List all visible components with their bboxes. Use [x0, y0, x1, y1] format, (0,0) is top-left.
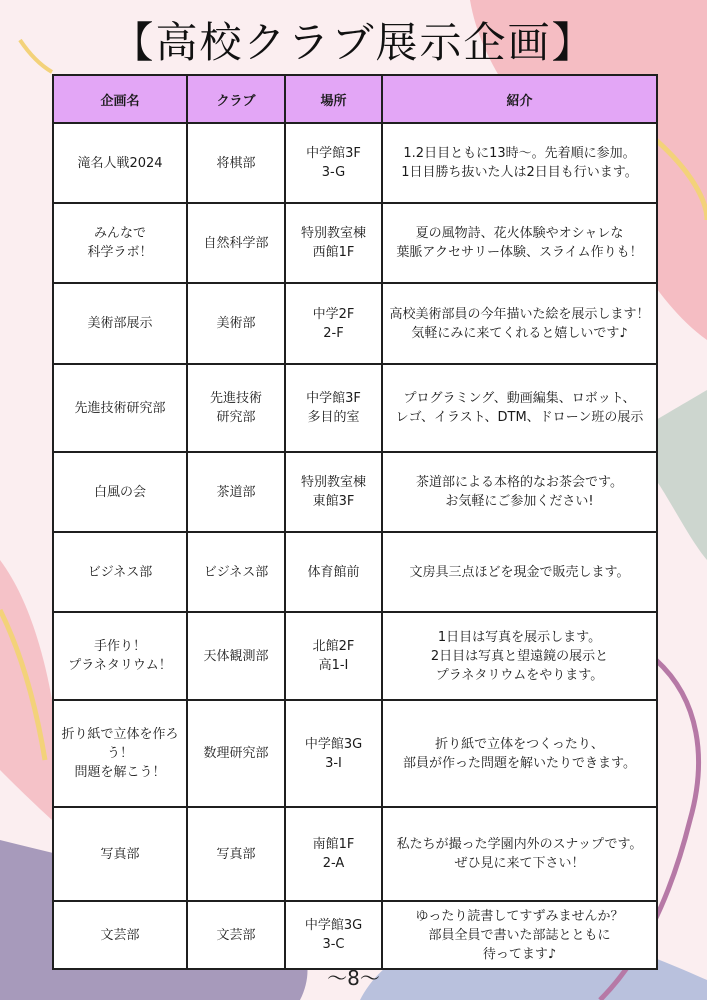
table-row	[53, 807, 657, 901]
description: 文房具三点ほどを現金で販売します。	[382, 532, 657, 612]
club-name: 先進技術 研究部	[187, 364, 285, 452]
project-name: 手作り！ プラネタリウム！	[53, 612, 187, 700]
project-name: 白風の会	[53, 452, 187, 532]
location: 体育館前	[285, 532, 382, 612]
description: 茶道部による本格的なお茶会です。 お気軽にご参加ください!	[382, 452, 657, 532]
table-row	[53, 452, 657, 532]
location: 中学館3F 3-G	[285, 123, 382, 203]
club-name: 天体観測部	[187, 612, 285, 700]
location: 中学2F 2-F	[285, 283, 382, 364]
project-name: ビジネス部	[53, 532, 187, 612]
location: 南館1F 2-A	[285, 807, 382, 901]
header-club: クラブ	[187, 75, 285, 123]
club-name: 文芸部	[187, 901, 285, 969]
club-name: 将棋部	[187, 123, 285, 203]
description: 私たちが撮った学園内外のスナップです。 ぜひ見に来て下さい！	[382, 807, 657, 901]
club-name: 自然科学部	[187, 203, 285, 283]
club-name: 写真部	[187, 807, 285, 901]
location: 北館2F 高1-I	[285, 612, 382, 700]
description: プログラミング、動画編集、ロボット、 レゴ、イラスト、DTM、ドローン班の展示	[382, 364, 657, 452]
table-row	[53, 283, 657, 364]
page-number: 〜8〜	[327, 966, 380, 990]
page-title: 【高校クラブ展示企画】	[111, 18, 596, 67]
location: 中学館3F 多目的室	[285, 364, 382, 452]
description: ゆったり読書してすずみませんか？ 部員全員で書いた部誌とともに 待ってます♪	[382, 901, 657, 969]
description: 折り紙で立体をつくったり、 部員が作った問題を解いたりできます。	[382, 700, 657, 807]
location: 特別教室棟 東館3F	[285, 452, 382, 532]
club-name: 美術部	[187, 283, 285, 364]
club-name: ビジネス部	[187, 532, 285, 612]
description: 高校美術部員の今年描いた絵を展示します！ 気軽にみに来てくれると嬉しいです♪	[382, 283, 657, 364]
club-name: 茶道部	[187, 452, 285, 532]
project-name: 文芸部	[53, 901, 187, 969]
description: 1日目は写真を展示します。 2日目は写真と望遠鏡の展示と プラネタリウムをやります。	[382, 612, 657, 700]
table-row	[53, 901, 657, 969]
table-row	[53, 364, 657, 452]
table-row	[53, 203, 657, 283]
club-exhibit-table	[52, 74, 658, 970]
table-header-row	[53, 75, 657, 123]
table-row	[53, 612, 657, 700]
project-name: 先進技術研究部	[53, 364, 187, 452]
table-row	[53, 123, 657, 203]
header-description: 紹介	[382, 75, 657, 123]
project-name: みんなで 科学ラボ！	[53, 203, 187, 283]
project-name: 美術部展示	[53, 283, 187, 364]
description: 夏の風物詩、花火体験やオシャレな 葉脈アクセサリー体験、スライム作りも！	[382, 203, 657, 283]
club-name: 数理研究部	[187, 700, 285, 807]
description: 1.2日目ともに13時〜。先着順に参加。 1日目勝ち抜いた人は2日目も行います。	[382, 123, 657, 203]
header-project: 企画名	[53, 75, 187, 123]
location: 中学館3G 3-C	[285, 901, 382, 969]
header-location: 場所	[285, 75, 382, 123]
project-name: 写真部	[53, 807, 187, 901]
location: 中学館3G 3-I	[285, 700, 382, 807]
table-row	[53, 532, 657, 612]
project-name: 滝名人戦2024	[53, 123, 187, 203]
table-row	[53, 700, 657, 807]
project-name: 折り紙で立体を作ろう！ 問題を解こう！	[53, 700, 187, 807]
location: 特別教室棟 西館1F	[285, 203, 382, 283]
